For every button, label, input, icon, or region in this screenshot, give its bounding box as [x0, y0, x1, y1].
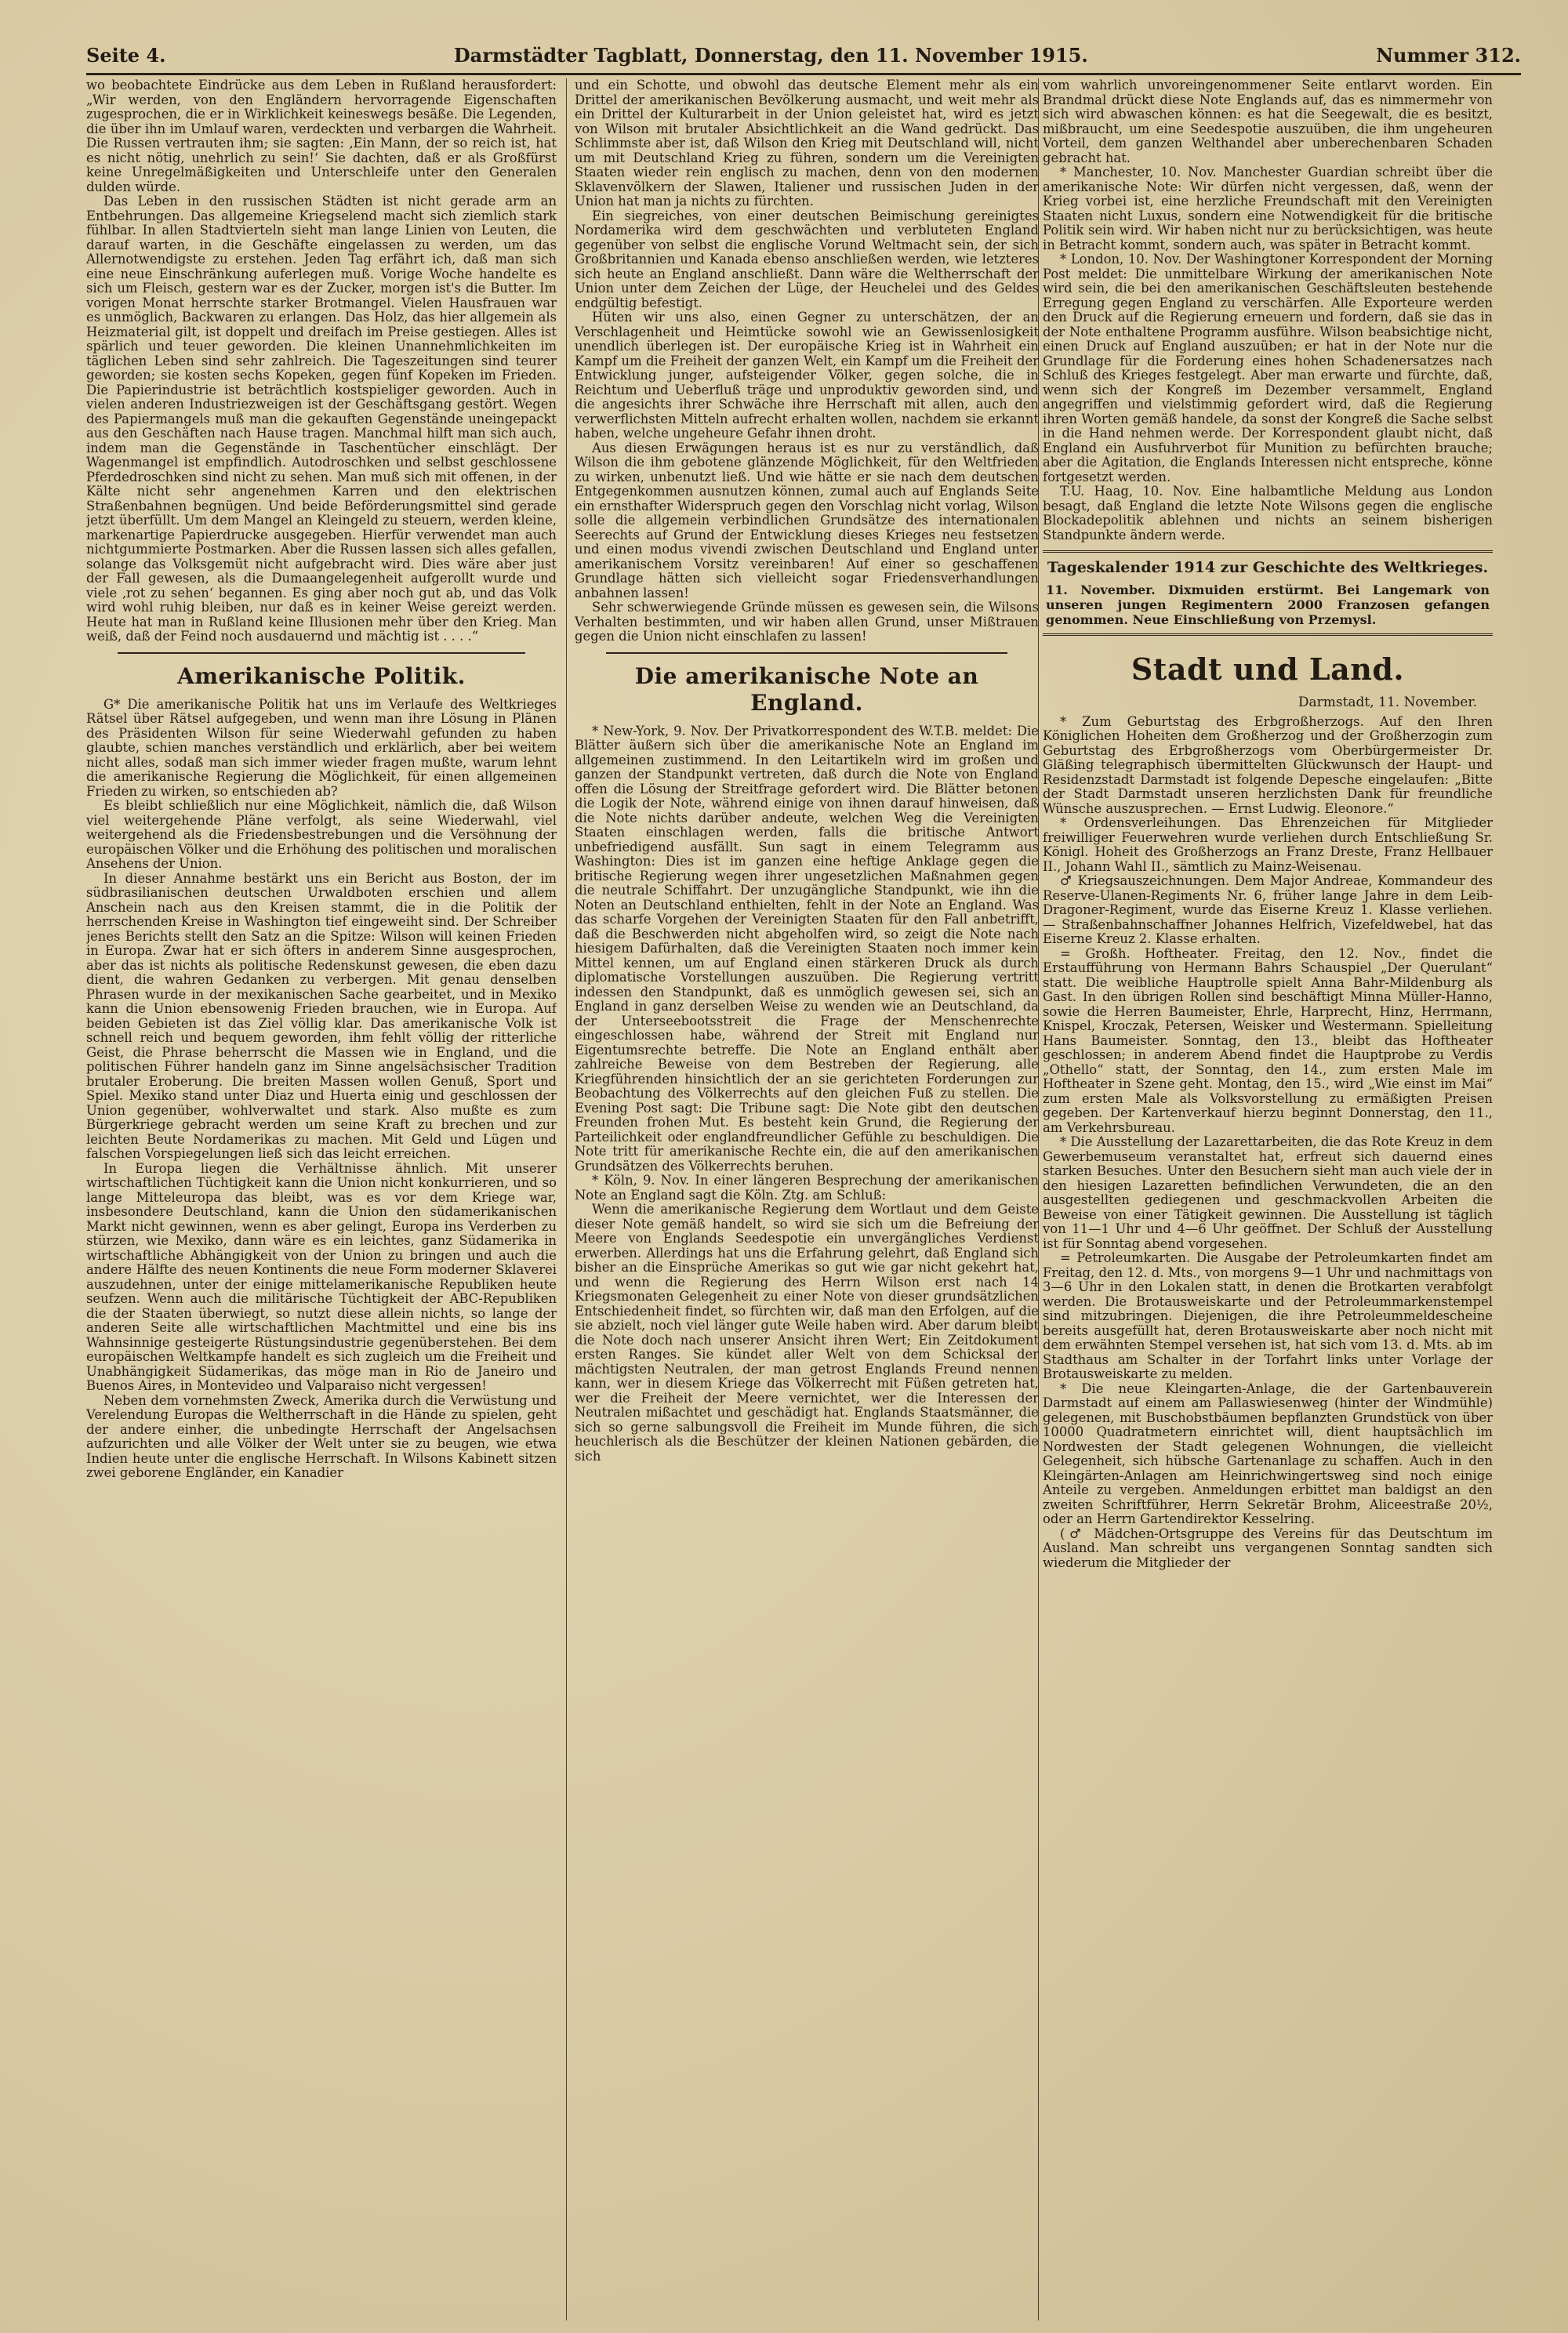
section-rule: [118, 652, 525, 654]
column-2: [575, 78, 1039, 2320]
article-paragraph: Ein siegreiches, von einer deutschen Beimischung gereinigtes Nordamerika wird dem geschwächten und verbluteten England gegenüber von selbst die englische Vorund Weltmacht sein, der sich Großbritannien und Kanada ebenso anschließen werden, wie letzteres sich heute an England anschließt. Dann wäre die Weltherrschaft der Union unter dem Zeichen der Lüge, der Heuchelei und des Geldes endgültig befestigt.: [575, 208, 1039, 310]
article-title: Die amerikanische Note an England.: [634, 662, 979, 716]
article-paragraph: Aus diesen Erwägungen heraus ist es nur zu verständlich, daß Wilson die ihm gebotene glänzende Möglichkeit, für den Weltfrieden zu wirken, unbenutzt ließ. Und wie hätte er sie nach dem deutschen Entgegenkommen ausnutzen können, zumal auch auf Englands Seite ein ernsthafter Widerspruch gegen den Vorschlag nicht vorlag, Wilson solle die allgemein verbindlichen Grundsätze des internationalen Seerechts auf Grund der Entwicklung dieses Krieges neu festsetzen und einen modus vivendi zwischen Deutschland und England unter amerikanischem Vorsitz vereinbaren! Auf einer so geschaffenen Grundlage hätten sich vielleicht sogar Friedensverhandlungen anbahnen lassen!: [575, 440, 1039, 600]
article-paragraph: * Ordensverleihungen. Das Ehrenzeichen für Mitglieder freiwilliger Feuerwehren wurde verliehen durch Entschließung Sr. Königl. Hoheit des Großherzogs an Franz Dreste, Franz Hellbauer II., Johann Wahl II., sämtlich zu Mainz-Weisenau.: [1043, 815, 1493, 874]
article-paragraph: In dieser Annahme bestärkt uns ein Bericht aus Boston, der im südbrasilianischen deutschen Urwaldboten erschien und allem Anschein nach aus den Kreisen stammt, die in die Politik der herrschenden Kreise in Washington tief eingeweiht sind. Der Schreiber jenes Berichts stellt den Satz an die Spitze: Wilson will keinen Frieden in Europa. Zwar hat er sich öfters in anderem Sinne ausgesprochen, aber das ist nichts als politische Redenskunst gewesen, die eben dazu dient, die wahren Gedanken zu verbergen. Mit genau denselben Phrasen wurde in der mexikanischen Sache gearbeitet, und in Mexiko kann die Union ebensowenig Frieden brauchen, wie in Europa. Auf beiden Gebieten ist das Ziel völlig klar. Das amerikanische Volk ist schnell reich und bequem geworden, ihm fehlt völlig der ritterliche Geist, die Phrase beherrscht die Massen wie in England, und die politischen Führer handeln ganz im Sinne angelsächsischer Tradition brutaler Eroberung. Die breiten Massen wollen Genuß, Sport und Spiel. Mexiko stand unter Diaz und Huerta einig und geschlossen der Union gegenüber, wohlverwaltet und stark. Also mußte es zum Bürgerkriege gebracht werden um seine Kraft zu brechen und zur leichten Beute Nordamerikas zu machen. Mit Geld und Lügen und falschen Vorspiegelungen ließ sich das leicht erreichen.: [86, 870, 557, 1161]
article-title: Amerikanische Politik.: [177, 662, 466, 689]
article-paragraph: wo beobachtete Eindrücke aus dem Leben in Rußland herausfordert: „Wir werden, von den Engländern hervorragende Eigenschaften zugesprochen, die er in Wirklichkeit keineswegs besäße. Die Legenden, die über ihn im Umlauf waren, verdeckten und verbargen die Wahrheit. Die Russen vertrauten ihm; sie sagten: ‚Ein Mann, der so reich ist, hat es nicht nötig, unehrlich zu sein!‘ Sie dachten, daß er als Großfürst keine Unregelmäßigkeiten und Unterschleife unter den Generalen dulden würde.: [86, 78, 557, 194]
article-paragraph: (♂ Mädchen-Ortsgruppe des Vereins für das Deutschtum im Ausland. Man schreibt uns vergangenen Sonntag sandten sich wiederum die Mitglieder der: [1043, 1526, 1493, 1570]
article-paragraph: = Großh. Hoftheater. Freitag, den 12. Nov., findet die Erstaufführung von Hermann Bahrs Schauspiel „Der Querulant“ statt. Die weibliche Hauptrolle spielt Anna Bahr-Mildenburg als Gast. In den übrigen Rollen sind beschäftigt Minna Müller-Hanno, sowie die Herren Baumeister, Ehrle, Harprecht, Hinz, Herrmann, Knispel, Kroczak, Petersen, Weisker und Westermann. Spielleitung Hans Baumeister. Sonntag, den 13., bleibt das Hoftheater geschlossen; in anderem Abend findet die Hauptprobe zu Verdis „Othello“ statt, der Sonntag, den 14., zum ersten Male im Hoftheater in Szene geht. Montag, den 15., wird „Wie einst im Mai“ zum ersten Male als Volksvorstellung zu ermäßigten Preisen gegeben. Der Kartenverkauf hierzu beginnt Donnerstag, den 11., am Verkehrsbureau.: [1043, 945, 1493, 1135]
article-paragraph: Das Leben in den russischen Städten ist nicht gerade arm an Entbehrungen. Das allgemeine Kriegselend macht sich ziemlich stark fühlbar. In allen Stadtvierteln sieht man lange Linien von Leuten, die darauf warten, in die Geschäfte eingelassen zu werden, um das Allernotwendigste zu erstehen. Jeden Tag erfährt ich, daß man sich eine neue Einschränkung auferlegen muß. Vorige Woche handelte es sich um Fleisch, gestern war es der Zucker, morgen ist's die Butter. Im vorigen Monat herrschte starker Brotmangel. Vielen Hausfrauen war es unmöglich, Backwaren zu erlangen. Das Holz, das hier allgemein als Heizmaterial gilt, ist doppelt und dreifach im Preise gestiegen. Alles ist spärlich und teuer geworden. Die kleinen Unannehmlichkeiten im täglichen Leben sind sehr zahlreich. Die Tageszeitungen sind teurer geworden; sie kosten sechs Kopeken, gegen fünf Kopeken im Frieden. Die Papierindustrie ist beträchtlich kostspieliger geworden. Auch in vielen anderen Industriezweigen ist der Geschäftsgang gestört. Wegen des Papiermangels muß man die gekauften Gegenstände uneingepackt aus den Geschäften nach Hause tragen. Manchmal hilft man sich auch, indem man die Gegenstände in Taschentücher einschlägt. Der Wagenmangel ist empfindlich. Autodroschken und selbst geschlossene Pferdedroschken sind nicht zu sehen. Man muß sich mit offenen, in der Kälte nicht sehr angenehmen Karren und den elektrischen Straßenbahnen begnügen. Und beide Beförderungsmittel sind gerade jetzt überfüllt. Um dem Mangel an Kleingeld zu steuern, werden kleine, markenartige Papierdrucke ausgegeben. Hierfür verwendet man auch nichtgummierte Postmarken. Aber die Russen lassen sich alles gefallen, solange das Volksgemüt nicht aufgebracht wird. Dies wäre aber just der Fall gewesen, als die Dumaangelegenheit aufgerollt wurde und viele ‚rot zu sehen‘ begannen. Es ging aber noch gut ab, und das Volk wird wohl ruhig bleiben, nur daß es in keiner Weise gereizt werden. Heute hat man in Rußland keine Illusionen mehr über den Krieg. Man weiß, daß der Feind noch ausdauernd und mächtig ist . . . .“: [86, 194, 557, 644]
article-paragraph: * Köln, 9. Nov. In einer längeren Besprechung der amerikanischen Note an England sagt die Köln. Ztg. am Schluß:: [575, 1173, 1039, 1203]
calendar-entry: 11. November. Dixmuiden erstürmt. Bei Langemark von unseren jungen Regimentern 2000 Franzosen gefangen genommen. Neue Einschließung von Przemysl.: [1046, 582, 1490, 627]
article-paragraph: In Europa liegen die Verhältnisse ähnlich. Mit unserer wirtschaftlichen Tüchtigkeit kann die Union nicht konkurrieren, und so lange Mitteleuropa das bleibt, was es vor dem Kriege war, insbesondere Deutschland, kann die Union den südamerikanischen Markt nicht gewinnen, wenn es aber gelingt, Europa ins Verderben zu stürzen, wie Mexiko, dann wäre es ein leichtes, ganz Südamerika in wirtschaftliche Abhängigkeit von der Union zu bringen und auch die andere Hälfte des neuen Kontinents die neue Form moderner Sklaverei auszudehnen, unter der einige mittelamerikanische Republiken heute seufzen. Wenn auch die militärische Tüchtigkeit der ABC-Republiken die der Staaten überwiegt, so nutzt diese allein nichts, so lange der anderen Seite alle wirtschaftlichen Machtmittel und eine bis ins Wahnsinnige gesteigerte Rüstungsindustrie gegenüberstehen. Bei dem europäischen Weltkampfe handelt es sich zugleich um die Freiheit und Unabhängigkeit Südamerikas, das möge man in Rio de Janeiro und Buenos Aires, in Montevideo und Valparaiso nicht vergessen!: [86, 1160, 557, 1393]
article-paragraph: * New-York, 9. Nov. Der Privatkorrespondent des W.T.B. meldet: Die Blätter äußern sich über die amerikanische Note an England im allgemeinen zustimmend. In den Leitartikeln wird im großen und ganzen der Standpunkt vertreten, daß durch die Note von England offen die Lösung der Streitfrage gefordert wird. Die Blätter betonen die Logik der Note, während einige von ihnen darauf hinweisen, daß die Note nichts darüber andeute, welchen Weg die Vereinigten Staaten einschlagen werden, falls die britische Antwort unbefriedigend ausfällt. Sun sagt in einem Telegramm aus Washington: Dies ist im ganzen eine heftige Anklage gegen die britische Regierung wegen ihrer ungesetzlichen Maßnahmen gegen die neutrale Schiffahrt. Der unzugängliche Standpunkt, wie ihn die Noten an Deutschland enthielten, fehlt in der Note an England. Was das scharfe Vorgehen der Vereinigten Staaten für den Fall anbetrifft, daß die Beschwerden nicht abgeholfen wird, so zeigt die Note nach hiesigem Dafürhalten, daß die Vereinigten Staaten noch immer kein Mittel kennen, um auf England einen stärkeren Druck als durch diplomatische Vorstellungen auszuüben. Die Regierung vertritt indessen den Standpunkt, daß es unmöglich gewesen sei, sich an England in ganz derselben Weise zu wenden wie an Deutschland, da der Unterseebootsstreit die Frage der Menschenrechte eingeschlossen habe, während der Streit mit England nur Eigentumsrechte betreffe. Die Note an England enthält aber zahlreiche Beweise von dem Bestreben der Regierung, alle Kriegführenden hinsichtlich der an sie gerichteten Forderungen zur Beobachtung des Völkerrechts auf den gleichen Fuß zu stellen. Die Evening Post sagt: Die Tribune sagt: Die Note gibt den deutschen Freunden frohen Mut. Es besteht kein Grund, die Regierung der Parteilichkeit oder englandfreundlicher Gefühle zu beschuldigen. Die Note tritt für amerikanische Rechte ein, die auf den amerikanischen Grundsätzen des Völkerrechts beruhen.: [575, 723, 1039, 1174]
issue-number: Nummer 312.: [1376, 44, 1521, 67]
article-paragraph: G* Die amerikanische Politik hat uns im Verlaufe des Weltkrieges Rätsel über Rätsel aufgegeben, und wenn man ihre Lösung in Plänen des Präsidenten Wilson für seine Wiederwahl gefunden zu haben glaubte, schien manches verständlich und erklärlich, aber bei weitem nicht alles, sodaß man sich immer wieder fragen mußte, warum lehnt die amerikanische Regierung die Möglichkeit, für einen allgemeinen Frieden zu wirken, so entschieden ab?: [86, 696, 557, 799]
calendar-box: [1043, 550, 1493, 636]
article-paragraph: Sehr schwerwiegende Gründe müssen es gewesen sein, die Wilsons Verhalten bestimmten, und wir haben allen Grund, unser Mißtrauen gegen die Union nicht einschlafen zu lassen!: [575, 600, 1039, 644]
article-paragraph: * Die Ausstellung der Lazarettarbeiten, die das Rote Kreuz in dem Gewerbemuseum veranstaltet hat, erfreut sich dauernd eines starken Besuches. Unter den Besuchern sieht man auch viele der in den hiesigen Lazaretten befindlichen Verwundeten, die an den ausgestellten gediegenen und geschmackvollen Arbeiten die Beweise von einer Tätigkeit gewinnen. Die Ausstellung ist täglich von 11—1 Uhr und 4—6 Uhr geöffnet. Der Schluß der Ausstellung ist für Sonntag abend vorgesehen.: [1043, 1134, 1493, 1251]
masthead-dateline: Darmstädter Tagblatt, Donnerstag, den 11. November 1915.: [453, 44, 1088, 67]
article-paragraph: Neben dem vornehmsten Zweck, Amerika durch die Verwüstung und Verelendung Europas die Weltherrschaft in die Hände zu spielen, geht der andere einher, die unbedingte Herrschaft der Angelsachsen aufzurichten und alle Völker der Welt unter sie zu beugen, wie etwa Indien heute unter die englische Herrschaft. In Wilsons Kabinett sitzen zwei geborene Engländer, ein Kanadier: [86, 1392, 557, 1480]
header-rule: [86, 73, 1521, 75]
page-number: Seite 4.: [86, 44, 166, 67]
article-paragraph: Wenn die amerikanische Regierung dem Wortlaut und dem Geiste dieser Note gemäß handelt, so wird sie sich um die Befreiung der Meere von Englands Seedespotie ein unvergängliches Verdienst erwerben. Allerdings hat uns die Erfahrung gelehrt, daß England sich bisher an die Einsprüche Amerikas so gut wie gar nicht gekehrt hat, und wenn die Regierung des Herrn Wilson erst nach 14 Kriegsmonaten Gelegenheit zu einer Note von dieser grundsätzlichen Entschiedenheit findet, so fürchten wir, daß man den Erfolgen, auf die sie abzielt, noch viel länger gute Weile haben wird. Aber darum bleibt die Note doch nach unserer Ansicht ihren Wert; Ein Zeitdokument ersten Ranges. Sie kündet aller Welt von dem Schicksal der mächtigsten Neutralen, der man getrost Englands Freund nennen kann, wer in diesem Kriege das Völkerrecht mit Füßen getreten hat, wer die Freiheit der Meere vernichtet, wer die Interessen der Neutralen mißachtet und geschädigt hat. Englands Staatsmänner, die sich so gerne salbungsvoll die Freiheit im Munde führen, die sich heuchlerisch als die Beschützer der kleinen Nationen gebärden, die sich: [575, 1202, 1039, 1464]
article-paragraph: * Manchester, 10. Nov. Manchester Guardian schreibt über die amerikanische Note: Wir dürfen nicht vergessen, daß, wenn der Krieg vorbei ist, eine herzliche Freundschaft mit den Vereinigten Staaten nicht Luxus, sondern eine Notwendigkeit für die britische Politik sein wird. Wir haben nicht nur zu berücksichtigen, was heute in Betracht kommt, sondern auch, was später in Betracht kommt.: [1043, 165, 1493, 252]
column-1: [86, 78, 557, 2320]
column-3: [1043, 78, 1493, 2320]
local-dateline: Darmstadt, 11. November.: [1298, 695, 1477, 710]
section-rule: [606, 652, 1007, 654]
section-title: Stadt und Land.: [1131, 651, 1405, 687]
article-paragraph: * London, 10. Nov. Der Washingtoner Korrespondent der Morning Post meldet: Die unmittelbare Wirkung der amerikanischen Note wird sein, die bei den amerikanischen Geschäftsleuten bestehende Erregung gegen England zu verschärfen. Alle Exporteure werden den Druck auf die Regierung erneuern und fordern, daß sie das in der Note enthaltene Programm ausführe. Wilson beabsichtige nicht, einen Druck auf England auszuüben; er hat in der Note nur die Grundlage für die Forderung eines hohen Schadenersatzes nach Schluß des Krieges festgelegt. Aber man erwarte und fürchte, daß, wenn sich der Kongreß im Dezember versammelt, England angegriffen und vielstimmig gefordert wird, daß die Regierung ihren Worten gemäß handele, da sonst der Kongreß die Sache selbst in die Hand nehmen werde. Der Korrespondent glaubt nicht, daß England ein Ausfuhrverbot für Munition zu befürchten brauche; aber die Agitation, die Englands Interessen nicht entspreche, könne fortgesetzt werden.: [1043, 252, 1493, 484]
article-paragraph: Hüten wir uns also, einen Gegner zu unterschätzen, der an Verschlagenheit und Heimtücke sowohl wie an Gewissenlosigkeit unendlich überlegen ist. Der europäische Krieg ist in Wahrheit ein Kampf um die Freiheit der ganzen Welt, ein Kampf um die Freiheit der Entwicklung junger, aufsteigender Völker, gegen solche, die in Reichtum und Ueberfluß träge und unproduktiv geworden sind, und die angesichts ihrer Schwäche ihre Herrschaft mit allen, auch den verwerflichsten Mitteln aufrecht erhalten wollen, nachdem sie erkannt haben, welche ungeheure Gefahr ihnen droht.: [575, 310, 1039, 441]
article-paragraph: * Die neue Kleingarten-Anlage, die der Gartenbauverein Darmstadt auf einem am Pallaswiesenweg (hinter der Windmühle) gelegenen, mit Buschobstbäumen bepflanzten Grundstück von über 10000 Quadratmetern einrichtet will, dient hauptsächlich im Nordwesten der Stadt gelegenen Wohnungen, die vielleicht Gelegenheit, sich hübsche Gartenanlage zu schaffen. Auch in den Kleingärten-Anlagen am Heinrichwingertsweg sind noch einige Anteile zu vergeben. Anmeldungen erbittet man baldigst an den zweiten Schriftführer, Herrn Sekretär Brohm, Aliceestraße 20½, oder an Herrn Gartendirektor Kesselring.: [1043, 1381, 1493, 1526]
article-paragraph: und ein Schotte, und obwohl das deutsche Element mehr als ein Drittel der amerikanischen Bevölkerung ausmacht, und weit mehr als ein Drittel der Kulturarbeit in der Union geleistet hat, wird es jetzt von Wilson mit brutaler Absichtlichkeit an die Wand gedrückt. Das Schlimmste aber ist, daß Wilson den Krieg mit Deutschland will, nicht um mit Deutschland Krieg zu führen, sondern um die Vereinigten Staaten wieder rein englisch zu machen, denn von den modernen Sklavenvölkern der Slawen, Italiener und russischen Juden in der Union hat man ja nichts zu fürchten.: [575, 78, 1039, 209]
column-divider: [566, 78, 567, 2320]
article-paragraph: = Petroleumkarten. Die Ausgabe der Petroleumkarten findet am Freitag, den 12. d. Mts., von morgens 9—1 Uhr und nachmittags von 3—6 Uhr in den Lokalen statt, in denen die Brotkarten verabfolgt werden. Die Brotausweiskarte und der Petroleummarkenstempel sind mitzubringen. Diejenigen, die ihre Petroleummeldescheine bereits ausgefüllt hat, deren Brotausweiskarte aber noch nicht mit dem erwähnten Stempel versehen ist, hat sich vom 13. d. Mts. ab im Stadthaus am Schalter in der Torfahrt links unter Vorlage der Brotausweiskarte zu melden.: [1043, 1250, 1493, 1381]
article-paragraph: * Zum Geburtstag des Erbgroßherzogs. Auf den Ihren Königlichen Hoheiten dem Großherzog und der Großherzogin zum Geburtstag des Erbgroßherzogs vom Oberbürgermeister Dr. Gläßing telegraphisch übermittelten Glückwunsch der Haupt- und Residenzstadt Darmstadt ist folgende Depesche eingelaufen: „Bitte der Stadt Darmstadt unseren herzlichsten Dank für freundliche Wünsche auszusprechen. — Ernst Ludwig. Eleonore.“: [1043, 713, 1493, 816]
article-paragraph: Es bleibt schließlich nur eine Möglichkeit, nämlich die, daß Wilson viel weitergehende Pläne verfolgt, als seine Wiederwahl, viel weitergehend als die Friedensbestrebungen und die Versöhnung der europäischen Völker und die Erhöhung des politischen und moralischen Ansehens der Union.: [86, 798, 557, 871]
page-header: [86, 44, 1521, 71]
article-paragraph: ♂ Kriegsauszeichnungen. Dem Major Andreae, Kommandeur des Reserve-Ulanen-Regiments Nr. 6, früher lange Jahre in dem Leib-Dragoner-Regiment, wurde das Eiserne Kreuz 1. Klasse verliehen. — Straßenbahnschaffner Johannes Helfrich, Vizefeldwebel, hat das Eiserne Kreuz 2. Klasse erhalten.: [1043, 873, 1493, 946]
article-paragraph: T.U. Haag, 10. Nov. Eine halbamtliche Meldung aus London besagt, daß England die letzte Note Wilsons gegen die englische Blockadepolitik ablehnen und nichts an seinem bisherigen Standpunkte ändern werde.: [1043, 484, 1493, 542]
article-paragraph: vom wahrlich unvoreingenommener Seite entlarvt worden. Ein Brandmal drückt diese Note Englands auf, das es nimmermehr von sich wird abwaschen können: es hat die Seegewalt, die es besitzt, mißbraucht, um eine Seedespotie auszuüben, die ihm ungeheuren Vorteil, dem ganzen Welthandel aber unberechenbaren Schaden gebracht hat.: [1043, 78, 1493, 165]
calendar-title: Tageskalender 1914 zur Geschichte des Weltkrieges.: [1047, 559, 1489, 576]
